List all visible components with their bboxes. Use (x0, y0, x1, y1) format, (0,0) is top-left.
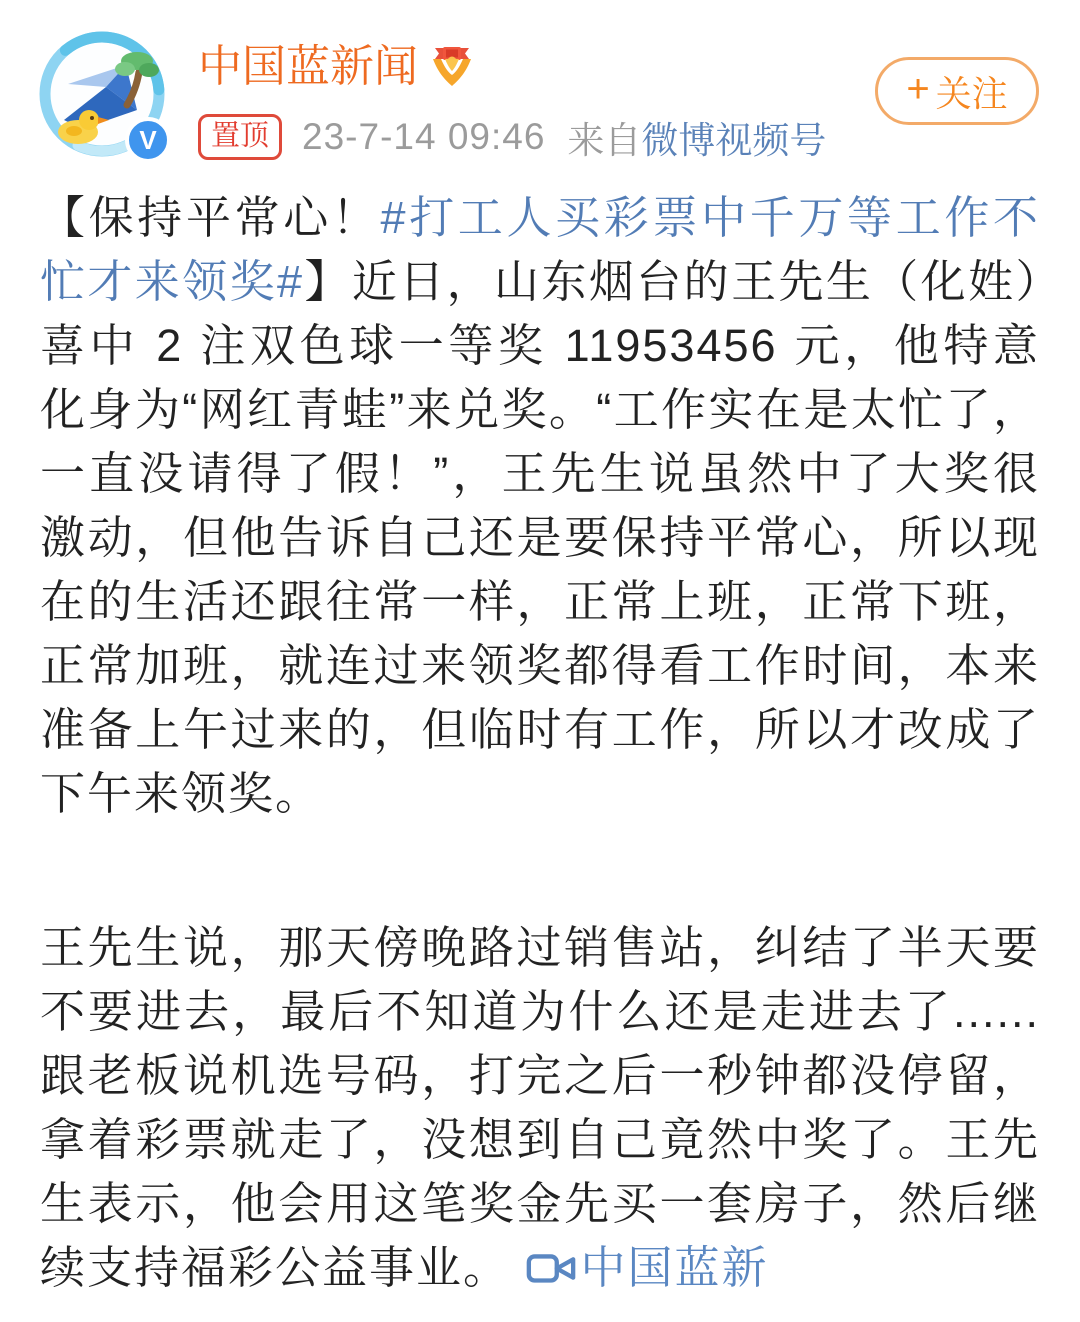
paragraph-1-intro: 【保持平常心！ (40, 192, 381, 243)
pinned-badge: 置顶 (198, 114, 282, 160)
name-row (198, 42, 844, 93)
post-body (40, 186, 1040, 1300)
gold-medal-badge-icon (430, 45, 474, 89)
paragraph-2 (40, 916, 1040, 1300)
username[interactable]: 中国蓝新闻 (198, 42, 418, 91)
source-label (567, 110, 826, 164)
video-link[interactable] (525, 1242, 769, 1293)
video-link-label: 中国蓝新 (580, 1242, 769, 1293)
timestamp: 23-7-14 09:46 (302, 115, 546, 157)
meta-row (198, 110, 844, 164)
hashtag-link[interactable]: #打工人买彩票中千万等工作不忙才来领奖# (40, 192, 1040, 307)
verified-badge-icon: V (125, 117, 171, 163)
plus-icon: + (906, 67, 930, 111)
source-prefix: 来自 (567, 119, 642, 161)
follow-button-label: 关注 (935, 72, 1008, 114)
paragraph-1 (40, 186, 1040, 826)
paragraph-1-rest: 】近日，山东烟台的王先生（化姓）喜中 2 注双色球一等奖 11953456 元，他特意化身为“网红青蛙”来兑奖。“工作实在是太忙了，一直没请得了假！”，王先生说虽然中了大奖很激动，但他告诉自己还是要保持平常心，所以现在的生活还跟往常一样，正常上班，正常下班，正常加班，就连过来领奖都得看工作时间，本来准备上午过来的，但临时有工作，所以才改成了下午来领奖。 (40, 256, 1040, 819)
source-link[interactable]: 微博视频号 (641, 119, 827, 161)
video-camera-icon (525, 1248, 577, 1288)
avatar[interactable] (36, 28, 168, 160)
paragraph-2-text: 王先生说，那天傍晚路过销售站，纠结了半天要不要进去，最后不知道为什么还是走进去了......跟老板说机选号码，打完之后一秒钟都没停留，拿着彩票就走了，没想到自己竟然中奖了。王先生表示，他会用这笔奖金先买一套房子，然后继续支持福彩公益事业。 (40, 922, 1040, 1293)
follow-button[interactable] (875, 57, 1039, 125)
header-info (198, 42, 844, 164)
